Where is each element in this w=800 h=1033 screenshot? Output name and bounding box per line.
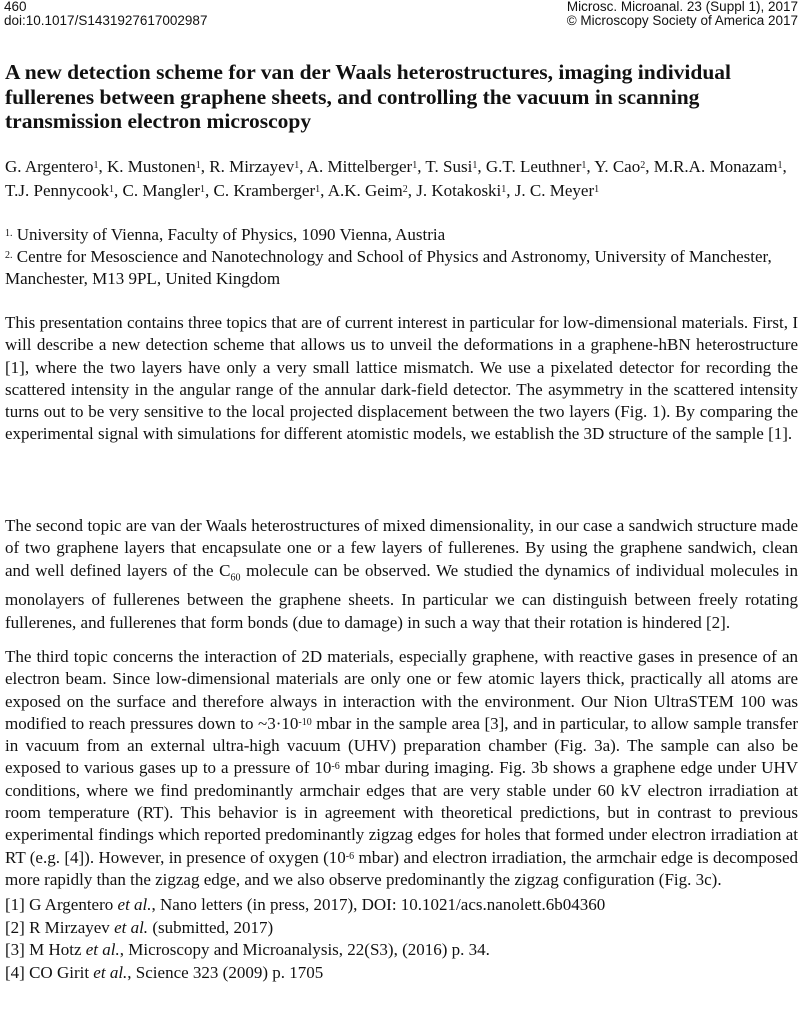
reference-item: [4] CO Girit et al., Science 323 (2009) p. 1705	[5, 962, 324, 982]
author: K. Mustonen$^1$	[106, 157, 201, 176]
affiliations	[5, 224, 800, 290]
paper-title: A new detection scheme for van der Waals heterostructures, imaging individual fullerenes between graphene sheets, and controlling the vacuum in scanning transmission electron microscopy	[5, 60, 732, 133]
reference-item: [2] R Mirzayev et al. (submitted, 2017)	[5, 917, 274, 937]
author: A.K. Geim$^2$	[327, 181, 408, 200]
reference-item: [3] M Hotz et al., Microscopy and Microanalysis, 22(S3), (2016) p. 34.	[5, 940, 490, 960]
author: G.T. Leuthner$^1$	[485, 157, 587, 176]
paragraph-2: The second topic are van der Waals heterostructures of mixed dimensionality, in our case a sandwich structure made of two graphene layers that encapsulate one or a few layers of fullerenes. By using the graphene sandwich, clean and well defined layers of the $C_{60}$ molecule can be observed. We studied the dynamics of individual molecules in monolayers of fullerenes between the graphene sheets. In particular we can distinguish between freely rotating fullerenes, and fullerenes that form bonds (due to damage) in such a way that their rotation is hindered [2].	[5, 516, 798, 632]
author: Y. Cao$^2$	[594, 157, 646, 176]
author: J. C. Meyer$^1$	[514, 181, 600, 200]
author-list: G. Argentero$^1$, K. Mustonen$^1$, R. Mirzayev$^1$, A. Mittelberger$^1$, T. Susi$^1$, G.T. Leuthner$^1$, Y. Cao$^2$, M.R.A. Monazam$^1$, T.J. Pennycook$^1$, C. Mangler$^1$, C. Kramberger$^1$, A.K. Geim$^2$, J. Kotakoski$^1$, J. C. Meyer$^1$	[5, 157, 787, 200]
author: A. Mittelberger$^1$	[306, 157, 418, 176]
copyright: © Microscopy Society of America 2017	[566, 13, 798, 28]
author: J. Kotakoski$^1$	[416, 181, 507, 200]
author: T. Susi$^1$	[425, 157, 478, 176]
paragraph-1: This presentation contains three topics that are of current interest in particular for low-dimensional materials. First, I will describe a new detection scheme that allows us to unveil the deformations in a graphene-hBN heterostructure [1], where the two layers have only a very small lattice mismatch. We use a pixelated detector for recording the scattered intensity in the angular range of the annular dark-field detector. The asymmetry in the scattered intensity turns out to be very sensitive to the local projected displacement between the two layers (Fig. 1). By comparing the experimental signal with simulations for different atomistic models, we establish the 3D structure of the sample [1].	[5, 313, 798, 444]
affiliation-2: $^{2.}$ Centre for Mesoscience and Nanotechnology and School of Physics and Astronomy, University of Manchester, Manchester, M13 9PL, United Kingdom	[5, 247, 772, 288]
page-number: 460	[4, 0, 27, 14]
affiliation-1: $^{1.}$ University of Vienna, Faculty of Physics, 1090 Vienna, Austria	[5, 225, 446, 244]
reference-item: [1] G Argentero et al., Nano letters (in press, 2017), DOI: 10.1021/acs.nanolett.6b04360	[5, 895, 606, 914]
author: M.R.A. Monazam$^1$	[653, 157, 783, 176]
author: T.J. Pennycook$^1$	[5, 181, 115, 200]
author: G. Argentero$^1$	[5, 157, 99, 176]
references	[5, 894, 800, 984]
paragraph-3: The third topic concerns the interaction of 2D materials, especially graphene, with reactive gases in presence of an electron beam. Since low-dimensional materials are only one or few atomic layers thick, practically all atoms are exposed on the surface and therefore always in interaction with the environment. Our Nion UltraSTEM 100 was modified to reach pressures down to $\sim 3\cdot 10^{-10}$ mbar in the sample area [3], and in particular, to allow sample transfer in vacuum from an external ultra-high vacuum (UHV) preparation chamber (Fig. 3a). The sample can also be exposed to various gases up to a pressure of $10^{-6}$ mbar during imaging. Fig. 3b shows a graphene edge under UHV conditions, where we find predominantly armchair edges that are very stable under 60 kV electron irradiation at room temperature (RT). This behavior is in agreement with theoretical predictions, but in contrast to previous experimental findings which reported predominantly zigzag edges for holes that formed under electron irradiation at RT (e.g. [4]). However, in presence of oxygen ($10^{-6}$ mbar) and electron irradiation, the armchair edge is decomposed more rapidly than the zigzag edge, and we also observe predominantly the zigzag configuration (Fig. 3c).	[5, 647, 799, 889]
author: R. Mirzayev$^1$	[209, 157, 300, 176]
author: C. Mangler$^1$	[122, 181, 205, 200]
doi: doi:10.1017/S1431927617002987	[4, 13, 208, 28]
journal-citation: Microsc. Microanal. 23 (Suppl 1), 2017	[566, 0, 798, 14]
author: C. Kramberger$^1$	[213, 181, 321, 200]
